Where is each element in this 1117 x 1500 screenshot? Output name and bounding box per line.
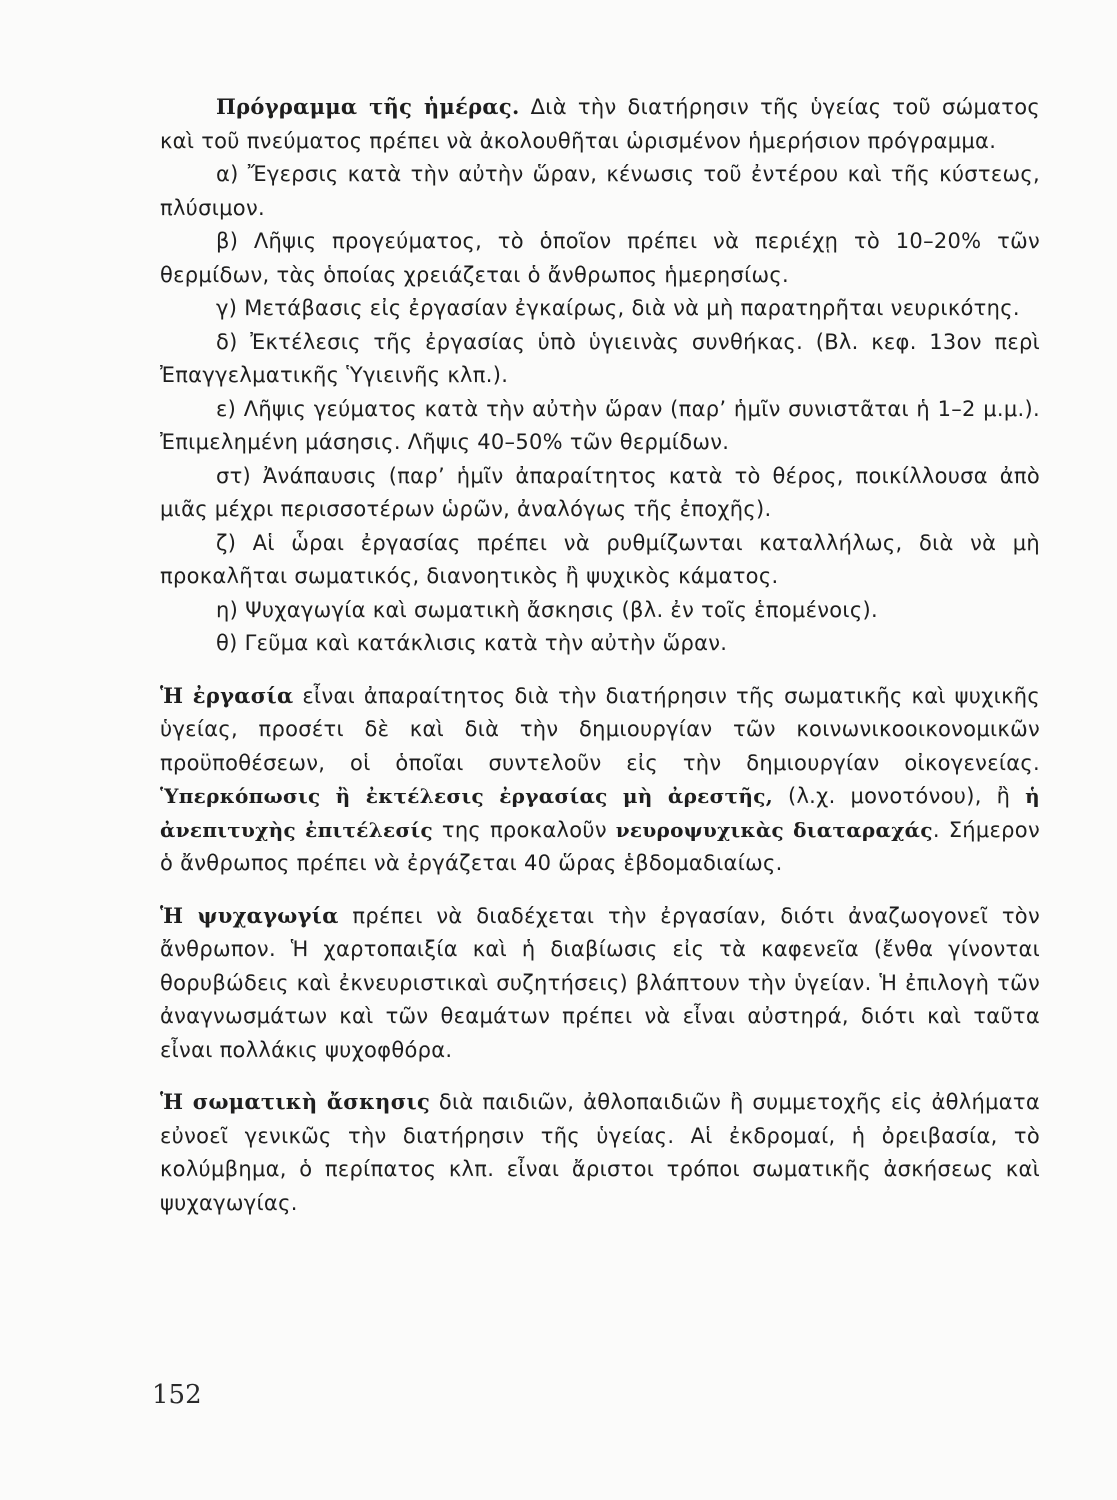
work-heading: Ἡ ἐργασία xyxy=(160,682,294,708)
list-item-e: ε) Λῆψις γεύματος κατὰ τὴν αὐτὴν ὥραν (παρ’ ἡμῖν συνιστᾶται ἡ 1–2 μ.μ.). Ἐπιμελημένη μάσησις. Λῆψις 40–50% τῶν θερμίδων. xyxy=(160,396,1040,454)
recreation-heading: Ἡ ψυχαγωγία xyxy=(160,902,339,928)
recreation-text: πρέπει νὰ διαδέχεται τὴν ἐργασίαν, διότι ἀναζωογονεῖ τὸν ἄνθρωπον. Ἡ χαρτοπαιξία καὶ ἡ διαβίωσις εἰς τὰ καφενεῖα (ἔνθα γίνονται θορυβώδεις καὶ ἐκνευριστικαὶ συζητήσεις) βλάπτουν τὴν ὑγείαν. Ἡ ἐπιλογὴ τῶν ἀναγνωσμάτων καὶ τῶν θεαμάτων πρέπει νὰ εἶναι αὐστηρά, διότι καὶ ταῦτα εἶναι πολλάκις ψυχοφθόρα. xyxy=(160,903,1040,1062)
work-text-2: (λ.χ. μονοτόνου), ἢ xyxy=(773,784,1026,808)
intro-text: Διὰ τὴν διατήρησιν τῆς ὑγείας τοῦ σώματος καὶ τοῦ πνεύματος πρέπει νὰ ἀκολουθῆται ὡρισμένον ἡμερήσιον πρόγραμμα. xyxy=(160,95,1040,153)
work-bold-3: νευροψυχικὰς διαταραχάς xyxy=(615,817,933,842)
intro-heading: Πρόγραμμα τῆς ἡμέρας. xyxy=(216,94,520,119)
work-text-4: . Σήμερον ὁ ἄνθρωπος πρέπει νὰ ἐργάζεται 40 ὥρας ἑβδομαδιαίως. xyxy=(160,817,1040,875)
work-paragraph xyxy=(160,679,1040,881)
exercise-text: διὰ παιδιῶν, ἀθλοπαιδιῶν ἢ συμμετοχῆς εἰς ἀθλήματα εὐνοεῖ γενικῶς τὴν διατήρησιν τῆς ὑγείας. Αἱ ἐκδρομαί, ἡ ὀρειβασία, τὸ κολύμβημα, ὁ περίπατος κλπ. εἶναι ἄριστοι τρόποι σωματικῆς ἀσκήσεως καὶ ψυχαγωγίας. xyxy=(160,1090,1040,1215)
exercise-heading: Ἡ σωματικὴ ἄσκησις xyxy=(160,1089,431,1114)
work-text-3: της προκαλοῦν xyxy=(433,817,616,842)
work-text-1: εἶναι ἀπαραίτητος διὰ τὴν διατήρησιν τῆς σωματικῆς καὶ ψυχικῆς ὑγείας, προσέτι δὲ καὶ διὰ τὴν δημιουργίαν τῶν κοινωνικοοικονομικῶν προϋποθέσεων, οἱ ὁποῖαι συντελοῦν εἰς τὴν δημιουργίαν οἰκογενείας. xyxy=(160,683,1040,775)
work-bold-2: ἡ ἀνεπιτυχὴς ἐπιτέλεσίς xyxy=(160,784,1040,842)
list-item-a: α) Ἔγερσις κατὰ τὴν αὐτὴν ὥραν, κένωσις τοῦ ἐντέρου καὶ τῆς κύστεως, πλύσιμον. xyxy=(160,162,1040,220)
list-item-b: β) Λῆψις προγεύματος, τὸ ὁποῖον πρέπει νὰ περιέχῃ τὸ 10–20% τῶν θερμίδων, τὰς ὁποίας χρειάζεται ὁ ἄνθρωπος ἡμερησίως. xyxy=(160,229,1040,287)
body-text xyxy=(160,90,1040,1220)
list-item-d: δ) Ἐκτέλεσις τῆς ἐργασίας ὑπὸ ὑγιεινὰς συνθήκας. (Βλ. κεφ. 13ον περὶ Ἐπαγγελματικῆς Ὑγιεινῆς κλπ.). xyxy=(160,329,1040,387)
work-bold-1: Ὑπερκόπωσις ἢ ἐκτέλεσις ἐργασίας μὴ ἀρεστῆς, xyxy=(160,784,774,808)
list-item-st: στ) Ἀνάπαυσις (παρ’ ἡμῖν ἀπαραίτητος κατὰ τὸ θέρος, ποικίλλουσα ἀπὸ μιᾶς μέχρι περισσοτέρων ὡρῶν, ἀναλόγως τῆς ἐποχῆς). xyxy=(160,463,1040,521)
page-number: 152 xyxy=(152,1380,202,1410)
list-item-h: η) Ψυχαγωγία καὶ σωματικὴ ἄσκησις (βλ. ἐν τοῖς ἑπομένοις). xyxy=(216,597,878,622)
list-item-c: γ) Μετάβασις εἰς ἐργασίαν ἐγκαίρως, διὰ νὰ μὴ παρατηρῆται νευρικότης. xyxy=(216,296,1020,320)
exercise-paragraph xyxy=(160,1085,1040,1220)
recreation-paragraph xyxy=(160,899,1040,1068)
intro-paragraph xyxy=(160,90,1040,158)
list-item-th: θ) Γεῦμα καὶ κατάκλισις κατὰ τὴν αὐτὴν ὥραν. xyxy=(216,631,728,655)
list-item-z: ζ) Αἱ ὧραι ἐργασίας πρέπει νὰ ρυθμίζωνται καταλλήλως, διὰ νὰ μὴ προκαλῆται σωματικός, διανοητικὸς ἢ ψυχικὸς κάματος. xyxy=(160,530,1040,588)
